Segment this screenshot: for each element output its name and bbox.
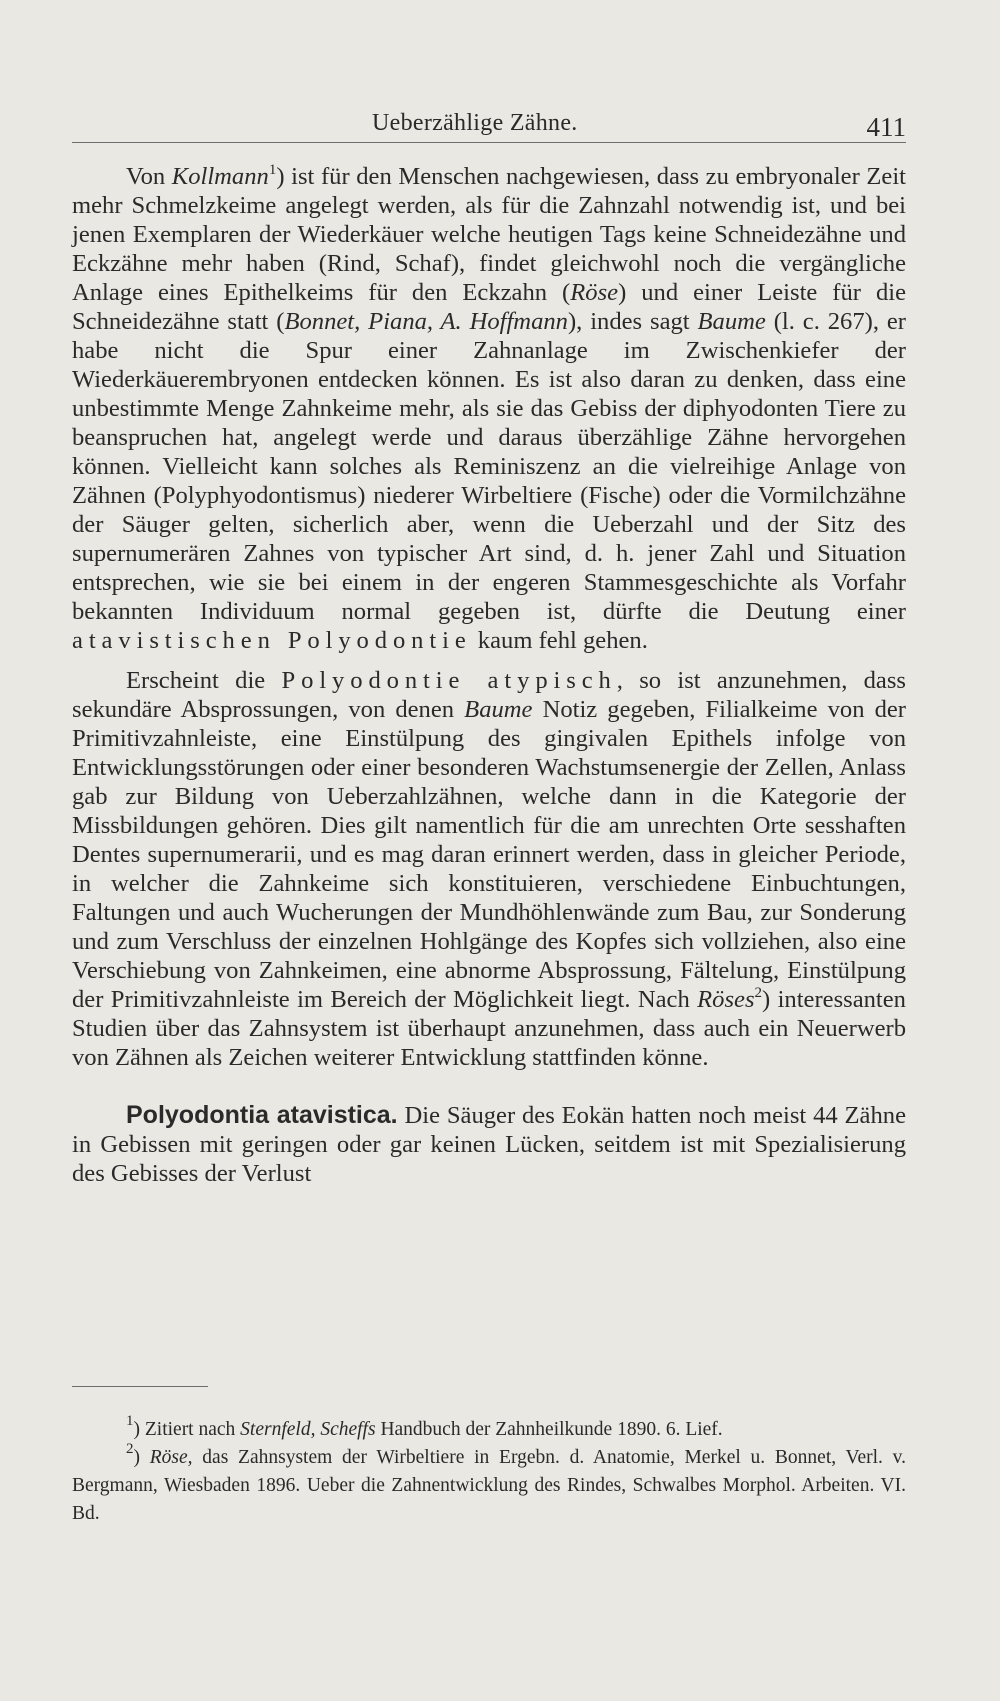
footnote-rule [72,1386,208,1387]
text-run: Handbuch der Zahnheilkunde 1890. 6. Lief. [375,1419,723,1440]
paragraph-2 [72,666,906,1072]
text-run: Von [126,163,172,190]
body-text [72,162,906,1188]
text-run: ), indes sagt [567,308,698,335]
text-run: Notiz gegeben, Filialkeime von der Primitivzahnleiste, eine Einstülpung des gingivalen Epithels infolge von Entwicklungsstörungen oder einer besonderen Wachstumsenergie der Zellen, Anlass gab zur Bildung von Ueberzahlzähnen, welche dann in die Kategorie der Missbildungen gehören. Dies gilt namentlich für die am unrechten Orte sesshaften Dentes supernumerarii, und es mag daran erinnert werden, dass in gleicher Periode, in welcher die Zahnkeime sich konstituieren, verschiedene Einbuchtungen, Faltungen und auch Wucherungen der Mundhöhlenwände zum Bau, zur Sonderung und zum Verschluss der einzelnen Hohlgänge des Kopfes sich vollziehen, also eine Verschiebung von Zahnkeimen, eine abnorme Absprossung, Fältelung, Einstülpung der Primitivzahnleiste im Bereich der Möglichkeit liegt. Nach [72,696,907,1013]
footnote-mark: 1 [126,1413,134,1429]
author-names: Bonnet, Piana, A. Hoffmann [284,308,568,335]
text-run: kaum fehl gehen. [471,627,648,654]
text-run: ) [133,1447,150,1468]
spaced-emphasis: Polyodontie atypisch [281,667,617,694]
text-run: ) ist für den Menschen nachgewiesen, dass zu embryonaler Zeit mehr Schmelzkeime angelegt werden, als für die Zahnzahl notwendig ist, und bei jenen Exemplaren der Wiederkäuer welche heutigen Tags keine Schneidezähne und Eckzähne mehr haben (Rind, Schaf), findet gleichwohl noch die vergängliche Anlage eines Epithelkeims für den Eckzahn ( [72,163,906,306]
text-run: , so ist anzunehmen, dass sekundäre Absprossungen, von denen [72,667,906,723]
author-name: Baume [697,308,766,335]
author-name: Kollmann [171,163,269,190]
author-name: Röse [570,279,619,306]
page-number: 411 [866,112,906,142]
paragraph-3 [72,1101,906,1188]
spaced-emphasis: atavistischen Polyodontie [72,627,472,654]
running-title: Ueberzählige Zähne. [372,110,578,136]
text-run: Die Säuger des Eokän hatten noch meist 44 Zähne in Gebissen mit geringen oder gar keinen Lücken, seitdem ist mit Spezialisierung des Gebisses der Verlust [72,1102,906,1187]
text-run: ) interessanten Studien über das Zahnsystem ist überhaupt anzunehmen, dass auch ein Neuerwerb von Zähnen als Zeichen weiterer Entwicklung stattfinden könne. [72,986,906,1071]
text-run: ) und einer Leiste für die Schneidezähne statt ( [72,279,906,335]
footnote-ref: 1 [268,162,277,178]
text-run: Erscheint die [126,667,282,694]
text-run: (l. c. 267), er habe nicht die Spur einer Zahnanlage im Zwischenkiefer der Wiederkäuerembryonen entdecken können. Es ist also daran zu denken, dass eine unbestimmte Menge Zahnkeime mehr, als sie das Gebiss der diphyodonten Tiere zu beanspruchen hat, angelegt werde und daraus überzählige Zähne hervorgehen können. Vielleicht kann solches als Reminiszenz an die vielreihige Anlage von Zähnen (Polyphyodontismus) niederer Wirbeltiere (Fische) oder die Vormilchzähne der Säuger gelten, sicherlich aber, wenn die Ueberzahl und der Sitz des supernumerären Zahnes von typischer Art sind, d. h. jener Zahl und Situation entsprechen, wie sie bei einem in der engeren Stammesgeschichte als Vorfahr bekannten Individuum normal gegeben ist, dürfte die Deutung einer [72,308,906,625]
header-rule [72,142,906,143]
footnote-1 [72,1413,906,1444]
footnotes [72,1413,906,1528]
section-heading: Polyodontia atavistica. [126,1101,398,1129]
paragraph-1 [72,162,906,655]
text-run: ) Zitiert nach [133,1419,241,1440]
text-run: das Zahnsystem der Wirbeltiere in Ergebn. d. Anatomie, Merkel u. Bonnet, Verl. v. Bergmann, Wiesbaden 1896. Ueber die Zahnentwicklung des Rindes, Schwalbes Morphol. Arbeiten. VI. Bd. [72,1447,906,1524]
author-name: Röses [697,986,755,1013]
footnote-mark: 2 [126,1441,134,1457]
footnote-ref: 2 [754,985,763,1001]
footnote-2 [72,1441,906,1528]
author-name: Baume [464,696,533,723]
author-name: Röse, [149,1447,193,1468]
author-names: Sternfeld, Scheffs [240,1419,376,1440]
